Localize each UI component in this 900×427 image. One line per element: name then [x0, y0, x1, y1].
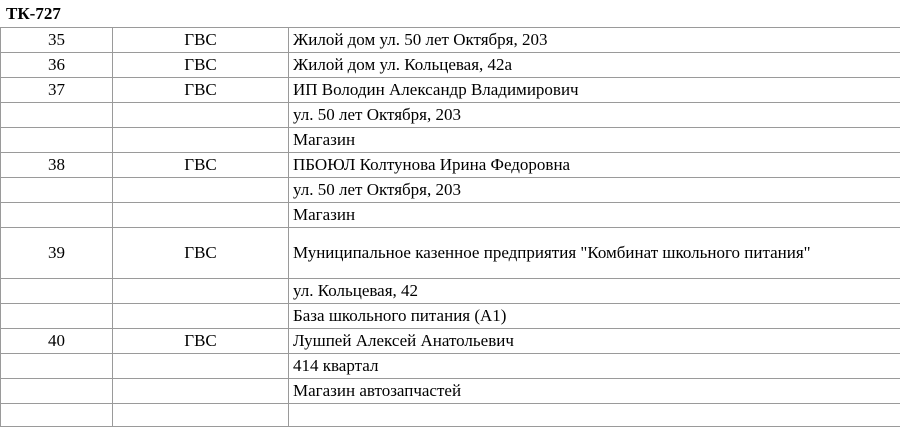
section-title: ТК-727: [6, 4, 61, 24]
cell-number[interactable]: [1, 203, 113, 228]
cell-number[interactable]: [1, 178, 113, 203]
cell-description[interactable]: Магазин: [289, 203, 900, 228]
table-row: [1, 28, 900, 53]
cell-type[interactable]: ГВС: [113, 228, 289, 279]
cell-type[interactable]: [113, 128, 289, 153]
cell-number[interactable]: 36: [1, 53, 113, 78]
table-row: [1, 128, 900, 153]
table-row: [1, 354, 900, 379]
table-row: [1, 103, 900, 128]
table-row: [1, 203, 900, 228]
cell-type[interactable]: [113, 304, 289, 329]
cell-type[interactable]: [113, 354, 289, 379]
cell-description[interactable]: ул. 50 лет Октября, 203: [289, 178, 900, 203]
table-row: [1, 379, 900, 404]
cell-number[interactable]: [1, 128, 113, 153]
cell-number[interactable]: [1, 103, 113, 128]
cell-number[interactable]: [1, 354, 113, 379]
cell-type[interactable]: [113, 203, 289, 228]
cell-description[interactable]: [289, 404, 900, 427]
cell-description[interactable]: Магазин: [289, 128, 900, 153]
data-table: [0, 27, 900, 427]
table-row: [1, 178, 900, 203]
cell-type[interactable]: ГВС: [113, 28, 289, 53]
table-row: [1, 53, 900, 78]
cell-description[interactable]: Жилой дом ул. Кольцевая, 42а: [289, 53, 900, 78]
cell-number[interactable]: 40: [1, 329, 113, 354]
cell-type[interactable]: [113, 103, 289, 128]
cell-number[interactable]: [1, 279, 113, 304]
cell-description[interactable]: Жилой дом ул. 50 лет Октября, 203: [289, 28, 900, 53]
table-row: [1, 404, 900, 427]
cell-number[interactable]: 39: [1, 228, 113, 279]
table-row: [1, 78, 900, 103]
cell-type[interactable]: ГВС: [113, 53, 289, 78]
cell-description[interactable]: Лушпей Алексей Анатольевич: [289, 329, 900, 354]
cell-number[interactable]: 35: [1, 28, 113, 53]
table-row: [1, 329, 900, 354]
table-row: [1, 153, 900, 178]
cell-type[interactable]: [113, 404, 289, 427]
cell-description[interactable]: ПБОЮЛ Колтунова Ирина Федоровна: [289, 153, 900, 178]
cell-type[interactable]: [113, 178, 289, 203]
cell-type[interactable]: ГВС: [113, 329, 289, 354]
cell-description[interactable]: Магазин автозапчастей: [289, 379, 900, 404]
cell-number[interactable]: [1, 304, 113, 329]
table-row: [1, 279, 900, 304]
cell-type[interactable]: [113, 279, 289, 304]
cell-number[interactable]: 37: [1, 78, 113, 103]
cell-description[interactable]: База школьного питания (А1): [289, 304, 900, 329]
cell-type[interactable]: ГВС: [113, 153, 289, 178]
cell-description[interactable]: 414 квартал: [289, 354, 900, 379]
cell-number[interactable]: [1, 404, 113, 427]
cell-description[interactable]: ИП Володин Александр Владимирович: [289, 78, 900, 103]
cell-type[interactable]: ГВС: [113, 78, 289, 103]
cell-number[interactable]: [1, 379, 113, 404]
cell-number[interactable]: 38: [1, 153, 113, 178]
table-row: [1, 304, 900, 329]
cell-description[interactable]: ул. 50 лет Октября, 203: [289, 103, 900, 128]
cell-description[interactable]: ул. Кольцевая, 42: [289, 279, 900, 304]
table-row: [1, 228, 900, 279]
cell-type[interactable]: [113, 379, 289, 404]
cell-description[interactable]: Муниципальное казенное предприятия "Комбинат школьного питания": [289, 228, 900, 279]
